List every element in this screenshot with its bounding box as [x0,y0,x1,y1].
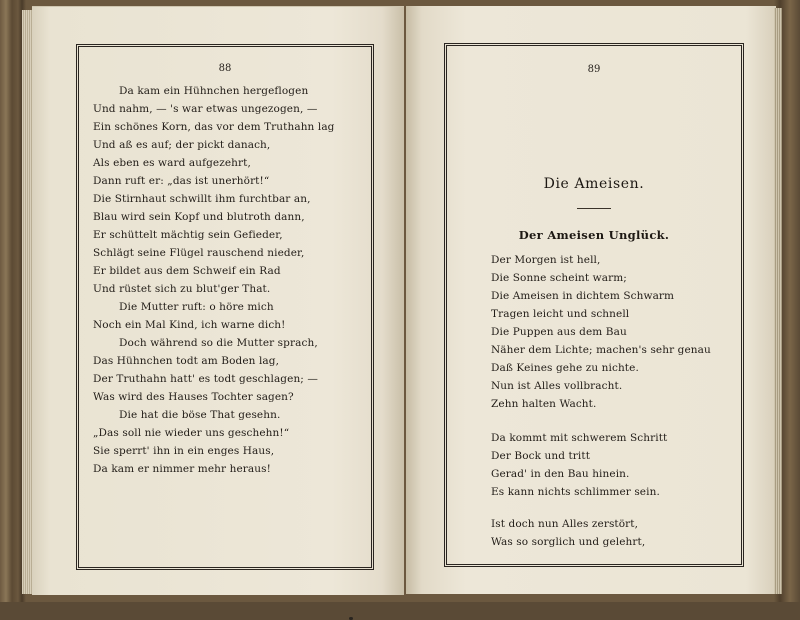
right-page-frame [444,43,744,567]
poem-line: Die Sonne scheint warm; [491,272,627,284]
poem-line: Gerad' in den Bau hinein. [491,468,630,480]
page-stack-right [774,8,782,594]
poem-line: Er schüttelt mächtig sein Gefieder, [93,229,283,241]
poem-line: Tragen leicht und schnell [491,308,630,320]
poem-line: Da kam ein Hühnchen hergeflogen [119,85,309,97]
poem-line: Da kam er nimmer mehr heraus! [93,463,271,475]
poem-line: Sie sperrt' ihn in ein enges Haus, [93,445,275,457]
right-page [406,6,776,594]
poem-line: Er bildet aus dem Schweif ein Rad [93,265,281,277]
poem-line: Noch ein Mal Kind, ich warne dich! [93,319,286,331]
poem-line: Die hat die böse That gesehn. [119,409,281,421]
poem-line: Ist doch nun Alles zerstört, [491,518,639,530]
poem-line: Der Bock und tritt [491,450,591,462]
title-divider [577,208,611,209]
left-page-frame [76,44,374,570]
poem-title: Der Ameisen Unglück. [518,228,670,242]
poem-line: Schlägt seine Flügel rauschend nieder, [93,247,305,259]
poem-line: Daß Keines gehe zu nichte. [491,362,639,374]
poem-line: Näher dem Lichte; machen's sehr genau [491,344,711,356]
poem-line: Blau wird sein Kopf und blutroth dann, [93,211,305,223]
poem-line: Ein schönes Korn, das vor dem Truthahn lag [93,121,335,133]
right-page-number: 89 [587,64,601,75]
poem-line: Die Ameisen in dichtem Schwarm [491,290,675,302]
poem-line: Es kann nichts schlimmer sein. [491,486,660,498]
poem-line: Der Morgen ist hell, [491,254,601,266]
poem-line: Doch während so die Mutter sprach, [119,337,318,349]
poem-line: Was so sorglich und gelehrt, [491,536,646,548]
poem-line: Da kommt mit schwerem Schritt [491,432,668,444]
poem-line: Und nahm, — 's war etwas ungezogen, — [93,103,318,115]
poem-line: Und aß es auf; der pickt danach, [93,139,271,151]
poem-line: Und rüstet sich zu blut'ger That. [93,283,271,295]
poem-line: Nun ist Alles vollbracht. [491,380,623,392]
poem-line: Zehn halten Wacht. [491,398,597,410]
poem-line: Die Mutter ruft: o höre mich [119,301,274,313]
poem-line: Dann ruft er: „das ist unerhört!“ [93,175,270,187]
left-page [32,6,404,595]
poem-line: Als eben es ward aufgezehrt, [93,157,251,169]
poem-line: Das Hühnchen todt am Boden lag, [93,355,280,367]
poem-line: Der Truthahn hatt' es todt geschlagen; — [93,373,318,385]
poem-line: Die Stirnhaut schwillt ihm furchtbar an, [93,193,311,205]
poem-line: Die Puppen aus dem Bau [491,326,627,338]
poem-line: „Das soll nie wieder uns geschehn!“ [93,427,290,439]
chapter-title: Die Ameisen. [543,176,645,192]
poem-line: Was wird des Hauses Tochter sagen? [93,391,294,403]
left-page-number: 88 [218,63,232,74]
